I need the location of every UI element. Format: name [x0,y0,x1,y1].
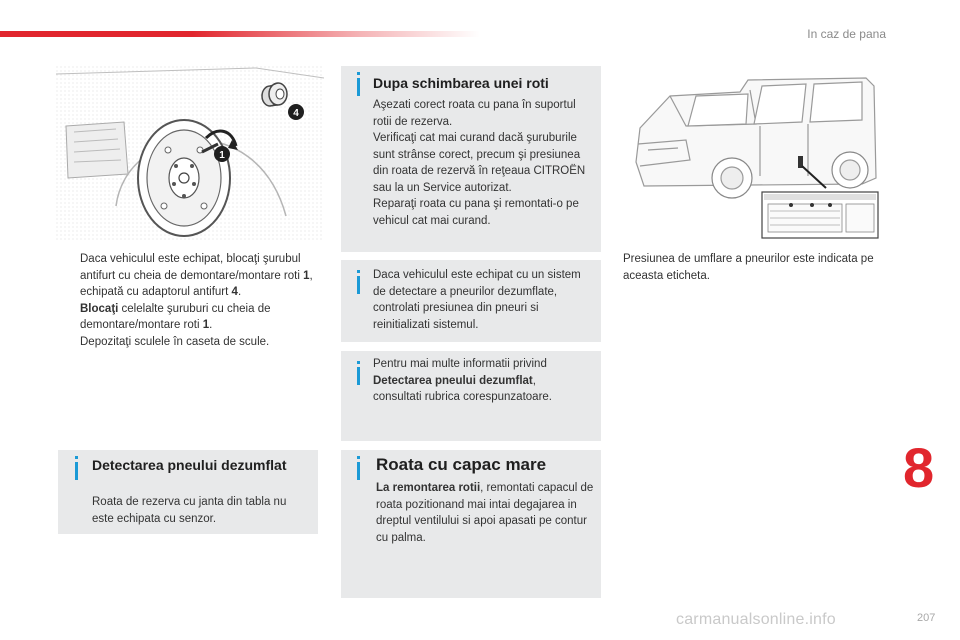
van-illustration [626,66,882,242]
large-cap-wheel-box [341,450,601,598]
instruction-item: Blocaţi celelalte şuruburi cu cheia de demontare/montare roti 1. [80,302,271,331]
instruction-item: Daca vehiculul este echipat, blocaţi şurubul antifurt cu cheia de demontare/montare roti 1, echipată cu adaptorul antifurt 4. [80,253,313,298]
more-info-box [341,351,601,441]
box-body: La remontarea rotii, remontati capacul de roata pozitionand mai intai degajarea in dreptul ventilului si apoi apasati pe contur cu palma. [376,482,594,544]
box-title: Detectarea pneului dezumflat [92,457,287,473]
info-icon [357,78,360,96]
box-title: Roata cu capac mare [376,455,547,474]
info-icon [357,367,360,385]
deflation-detection-box [58,450,318,534]
instruction-list [60,251,330,350]
info-icon [75,462,78,480]
van-drawing [636,78,876,198]
page-number: 207 [917,612,936,624]
tyre-pressure-label-drawing [762,192,878,238]
section-title: In caz de pana [807,27,886,41]
box-body: Daca vehiculul este echipat cu un sistem de detectare a pneurilor dezumflate, controlati presiunea din pneuri si reinitializati sistemul. [373,269,581,331]
spare-wheel-drawing [138,120,230,236]
box-body: Aşezati corect roata cu pana în suportul rotii de rezerva. Verificaţi cat mai curand dacă şuruburile sunt strânse corect, precum şi presiunea din roata de rezervă în reţeaua CITROËN sau la un Service autorizat. Reparaţi roata cu pana şi remontati-o pe vehicul cat mai curand. [373,99,586,227]
after-wheel-change-box [341,66,601,252]
instruction-item: Depozitaţi sculele în caseta de scule. [80,335,270,348]
chapter-number: 8 [903,436,935,499]
wheel-illustration [56,66,324,240]
box-body: Roata de rezerva cu janta din tabla nu este echipata cu senzor. [92,496,287,525]
header-accent-bar [0,31,480,37]
box-body: Pentru mai multe informatii privind Detectarea pneului dezumflat, consultati rubrica corespunzatoare. [373,358,552,403]
callout-1: 1 [219,150,225,161]
box-title: Dupa schimbarea unei roti [373,75,549,91]
pressure-label-caption: Presiunea de umflare a pneurilor este indicata pe aceasta eticheta. [623,253,874,282]
callout-4: 4 [293,108,299,119]
watermark: carmanualsonline.info [676,611,836,628]
info-icon [357,276,360,294]
info-icon [357,462,360,480]
tpms-note-box [341,260,601,342]
